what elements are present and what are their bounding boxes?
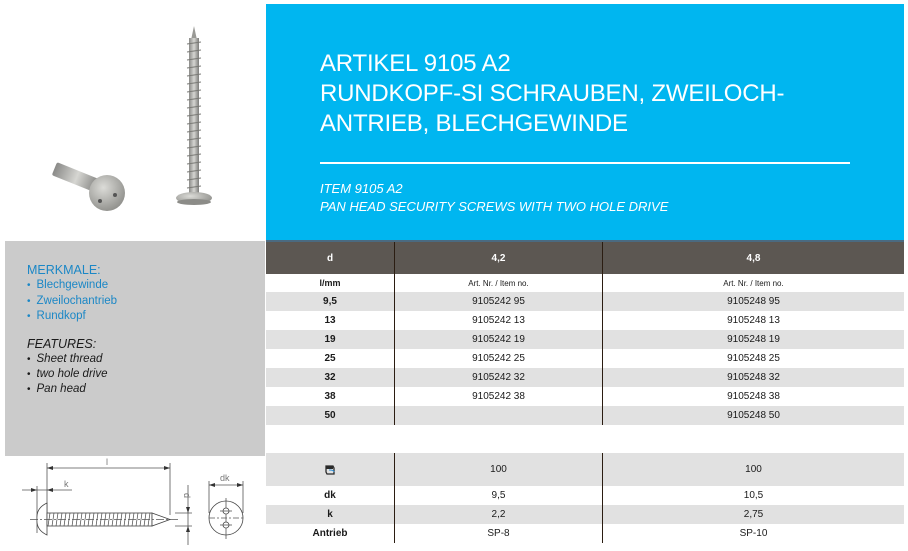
subheader-col-1-text: Art. Nr. / Item no. [468,278,529,288]
screw-drawing-icon [0,453,266,551]
technical-drawing [0,453,266,551]
header-d: d [326,252,334,264]
header-col-2: 4,8 [602,242,904,274]
packaging-qty-cell: 100 [394,453,602,486]
features-title: FEATURES: [27,337,97,351]
dim-label-d: d [182,493,192,499]
table-row [266,387,904,406]
length-cell: 38 [324,391,336,402]
header-divider [320,162,850,164]
product-header [266,4,904,240]
item-no-cell: 9105248 13 [602,311,904,330]
spec-row-dk [266,486,904,505]
length-cell: 9,5 [323,296,337,307]
packaging-label [266,453,394,486]
table-subheader-row [266,274,904,292]
title-line-3: ANTRIEB, BLECHGEWINDE [320,110,628,137]
packaging-qty-cell: 100 [602,453,904,486]
antrieb-label: Antrieb [312,528,348,539]
length-cell: 50 [324,410,336,421]
package-box-icon [324,464,336,476]
drawing-top-bar [5,453,265,456]
length-cell: 32 [324,372,336,383]
item-no-cell: 9105248 50 [602,406,904,425]
table-row [266,330,904,349]
k-label: k [327,509,333,520]
table-row [266,349,904,368]
dim-label-k: k [64,479,69,489]
item-no-cell: 9105248 19 [602,330,904,349]
features-item: • two hole drive [27,367,107,382]
dk-cell: 9,5 [394,486,602,505]
item-no-cell: 9105242 95 [394,292,602,311]
item-no-cell: 9105248 95 [602,292,904,311]
dim-label-l: l [106,457,108,467]
length-cell: 13 [324,315,336,326]
k-cell: 2,75 [602,505,904,524]
item-no-cell: 9105248 25 [602,349,904,368]
item-no-cell: 9105242 13 [394,311,602,330]
product-subtitle [320,180,668,216]
item-no-cell: 9105242 19 [394,330,602,349]
table-row [266,406,904,425]
table-row [266,368,904,387]
subtitle-line-1: ITEM 9105 A2 [320,181,403,196]
title-line-2: RUNDKOPF-SI SCHRAUBEN, ZWEILOCH- [320,80,785,107]
subheader-col-2 [602,274,904,292]
antrieb-cell: SP-8 [394,524,602,543]
dk-cell: 10,5 [602,486,904,505]
item-no-cell [394,406,602,425]
dim-label-dk: dk [220,473,230,483]
dk-label: dk [324,490,336,501]
item-no-cell: 9105242 32 [394,368,602,387]
merkmale-title: MERKMALE: [27,263,101,277]
item-no-cell: 9105242 38 [394,387,602,406]
features-item: • Pan head [27,382,107,397]
title-line-1: ARTIKEL 9105 A2 [320,50,511,77]
length-cell: 19 [324,334,336,345]
length-cell: 25 [324,353,336,364]
product-photo [0,0,266,240]
table-row [266,311,904,330]
item-no-cell: 9105242 25 [394,349,602,368]
k-cell: 2,2 [394,505,602,524]
table-header-row [266,240,904,274]
item-no-cell: 9105248 38 [602,387,904,406]
table-row [266,292,904,311]
spec-row-k [266,505,904,524]
merkmale-item: • Zweilochantrieb [27,294,117,310]
screw-photo-icon [0,0,266,240]
subheader-lmm: l/mm [319,278,341,288]
features-item: • Sheet thread [27,352,107,367]
subtitle-line-2: PAN HEAD SECURITY SCREWS WITH TWO HOLE DRIVE [320,199,669,214]
subheader-col-1 [394,274,602,292]
features-panel [5,241,265,453]
antrieb-cell: SP-10 [602,524,904,543]
item-no-cell: 9105248 32 [602,368,904,387]
product-title [320,49,784,139]
features-list [27,352,107,397]
spec-row-antrieb [266,524,904,543]
header-col-1: 4,2 [394,242,602,274]
spec-row-packaging [266,453,904,486]
merkmale-list [27,278,117,325]
merkmale-item: • Blechgewinde [27,278,117,294]
subheader-col-2-text: Art. Nr. / Item no. [723,278,784,288]
merkmale-item: • Rundkopf [27,309,117,325]
